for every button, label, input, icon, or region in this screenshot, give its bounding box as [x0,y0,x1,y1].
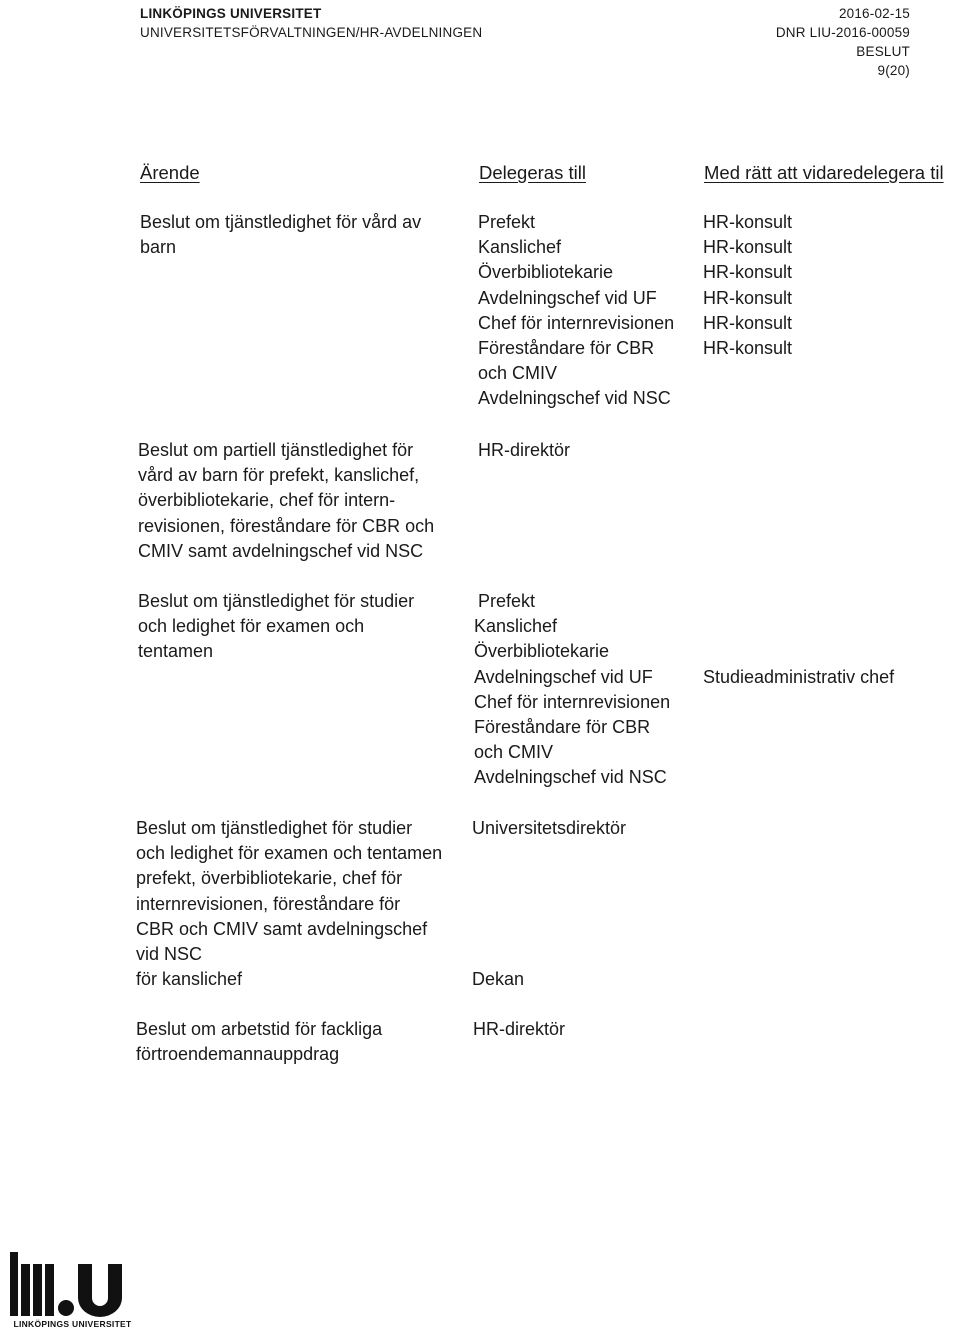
arende-cell-line: barn [140,237,177,258]
column-heading-vidaredelegera: Med rätt att vidaredelegera til [704,162,944,183]
vidaredelegera-cell [703,589,958,690]
vidaredelegera-cell-line [703,614,958,639]
arende-cell [136,1017,466,1067]
delegeras-cell-line: HR-direktör [478,440,571,460]
arende-cell-line: internrevisionen, föreståndare för [136,893,401,914]
delegeras-cell-line [472,892,702,917]
vidaredelegera-cell-line: HR-konsult [703,237,793,258]
delegeras-cell-line: Avdelningschef vid UF [478,287,657,308]
vidaredelegera-cell [703,210,958,361]
delegeras-cell-line: HR-direktör [473,1019,566,1039]
column-heading-arende: Ärende [140,162,200,183]
header-right [776,4,910,80]
arende-cell-line: Beslut om tjänstledighet för vård av [140,212,422,232]
arende-cell-line: tentamen [138,641,214,662]
arende-cell-line: överbibliotekarie, chef för intern- [138,490,396,511]
arende-cell [140,210,470,260]
arende-cell-line: och ledighet för examen och tentamen [136,843,443,864]
vidaredelegera-cell-line: HR-konsult [703,212,793,232]
delegeras-cell-line: Chef för internrevisionen [474,691,671,712]
delegeras-cell-line: Avdelningschef vid NSC [474,767,667,788]
delegeras-cell [474,589,704,791]
arende-cell-line: prefekt, överbibliotekarie, chef för [136,868,403,889]
delegeras-cell-line: Avdelningschef vid UF [474,666,653,687]
arende-cell-line: och ledighet för examen och [138,616,365,637]
delegeras-cell-line: Prefekt [478,212,536,232]
vidaredelegera-cell-line: HR-konsult [703,287,793,308]
delegeras-cell-line: Föreståndare för CBR [474,717,651,738]
delegeras-cell-line: Kanslichef [478,237,562,258]
delegeras-cell [478,210,708,412]
delegeras-cell-line [472,866,702,891]
arende-cell-line: förtroendemannauppdrag [136,1044,340,1065]
document-date: 2016-02-15 [838,6,910,21]
arende-cell-line: CBR och CMIV samt avdelningschef [136,918,428,939]
vidaredelegera-cell-line: HR-konsult [703,262,793,283]
delegeras-cell-line: Universitetsdirektör [472,818,627,838]
vidaredelegera-cell-line: Studieadministrativ chef [703,666,895,687]
delegeras-cell-line: Prefekt [478,591,536,611]
page-number: 9(20) [877,63,910,78]
arende-cell-line: Beslut om arbetstid för fackliga [136,1019,383,1039]
delegeras-cell [478,438,708,463]
header-left [140,4,482,42]
arende-cell-line: för kanslichef [136,969,243,990]
arende-cell [138,438,468,564]
document-dnr: DNR LIU-2016-00059 [775,25,910,40]
delegeras-cell-line: Chef för internrevisionen [478,312,675,333]
delegeras-cell-line: Dekan [472,969,525,990]
column-heading-delegeras: Delegeras till [479,162,586,183]
arende-cell-line: CMIV samt avdelningschef vid NSC [138,540,424,561]
arende-cell-line: vård av barn för prefekt, kanslichef, [138,465,420,486]
liu-logo [10,1250,130,1331]
delegeras-cell [473,1017,703,1042]
delegeras-cell-line: Föreståndare för CBR [478,338,655,359]
delegeras-cell [472,816,702,992]
vidaredelegera-cell-line [703,639,958,664]
arende-cell-line: Beslut om tjänstledighet för studier [138,591,415,611]
delegeras-cell-line: Överbibliotekarie [478,262,614,283]
delegeras-cell-line [472,942,702,967]
vidaredelegera-cell-line: HR-konsult [703,312,793,333]
delegeras-cell-line [472,841,702,866]
delegeras-cell-line: Avdelningschef vid NSC [478,388,671,409]
arende-cell-line: Beslut om tjänstledighet för studier [136,818,413,838]
document-type: BESLUT [856,44,910,59]
arende-cell-line: revisionen, föreståndare för CBR och [138,515,435,536]
arende-cell [136,816,466,992]
delegeras-cell-line: och CMIV [474,742,554,763]
delegeras-cell-line: Kanslichef [474,616,558,637]
university-name: LINKÖPINGS UNIVERSITET [140,6,322,21]
delegeras-cell-line: Överbibliotekarie [474,641,610,662]
delegeras-cell-line [472,917,702,942]
liu-logo-mark [10,1250,130,1320]
logo-caption: LINKÖPINGS UNIVERSITET [13,1319,132,1329]
vidaredelegera-cell-line: HR-konsult [703,338,793,359]
delegeras-cell-line: och CMIV [478,363,558,384]
vidaredelegera-cell-line [703,589,958,614]
arende-cell-line: vid NSC [136,944,203,965]
arende-cell-line: Beslut om partiell tjänstledighet för [138,440,414,460]
arende-cell [138,589,468,665]
department-name: UNIVERSITETSFÖRVALTNINGEN/HR-AVDELNINGEN [140,25,483,40]
